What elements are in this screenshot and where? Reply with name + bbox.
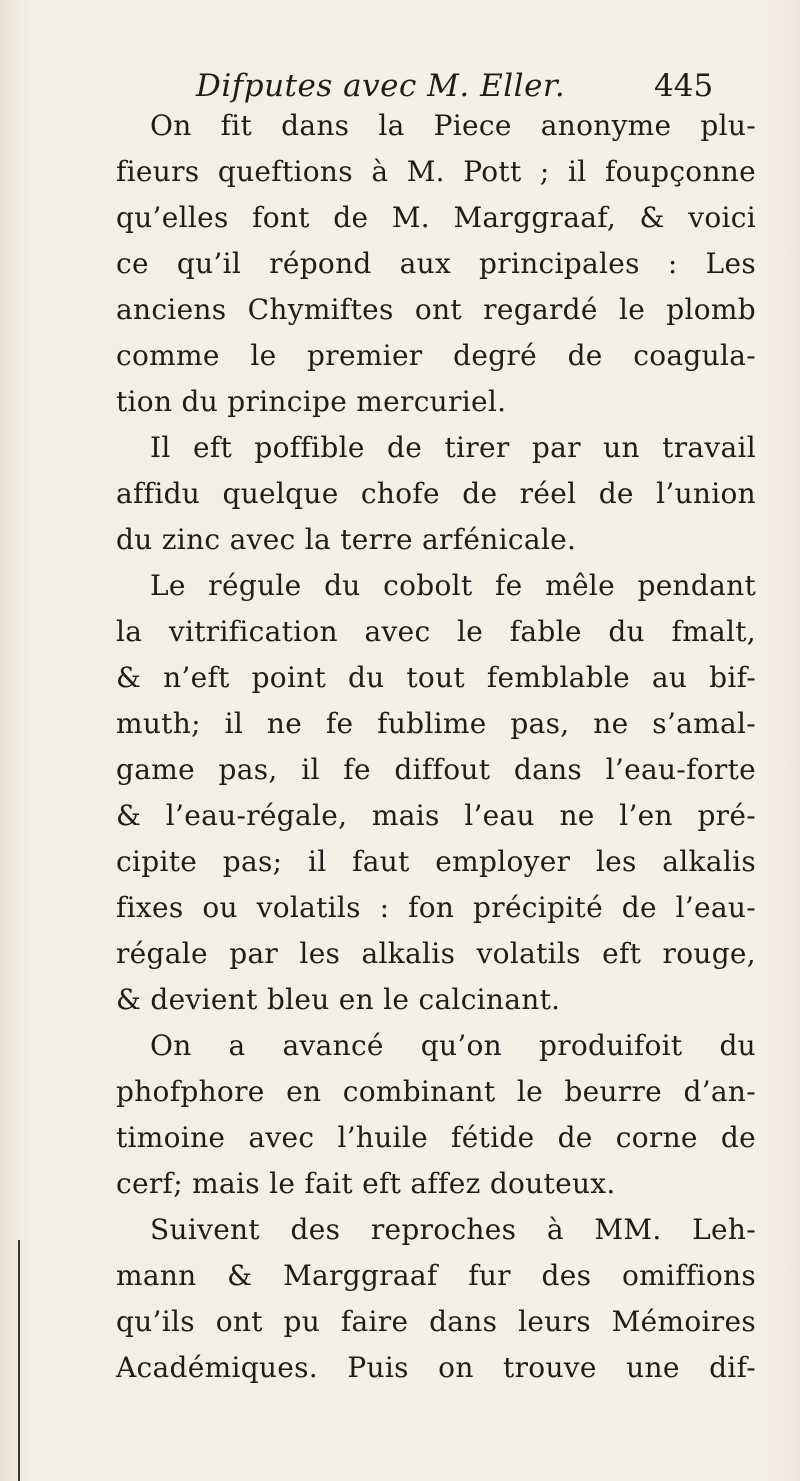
- text-line: qu’ils ont pu faire dans leurs Mémoires: [116, 1305, 756, 1338]
- gutter-edge: [18, 1240, 20, 1481]
- text-line: game pas, il fe diffout dans l’eau-forte: [116, 753, 756, 786]
- text-line: Il eft poffible de tirer par un travail: [150, 431, 756, 464]
- text-line: cipite pas; il faut employer les alkalis: [116, 845, 756, 878]
- text-line: On fit dans la Piece anonyme plu-: [150, 109, 756, 142]
- text-line: affidu quelque chofe de réel de l’union: [116, 477, 756, 510]
- text-line: comme le premier degré de coagula-: [116, 339, 756, 372]
- running-head-title: Difputes avec M. Eller.: [196, 68, 566, 104]
- text-line: régale par les alkalis volatils eft rouge,: [116, 937, 756, 970]
- text-line: phofphore en combinant le beurre d’an-: [116, 1075, 756, 1108]
- text-line: du zinc avec la terre arfénicale.: [116, 523, 577, 556]
- text-line: muth; il ne fe fublime pas, ne s’amal-: [116, 707, 756, 740]
- text-line: Le régule du cobolt fe mêle pendant: [150, 569, 756, 602]
- text-line: On a avancé qu’on produifoit du: [150, 1029, 756, 1062]
- text-line: & devient bleu en le calcinant.: [116, 983, 561, 1016]
- text-line: tion du principe mercuriel.: [116, 385, 507, 418]
- text-line: cerf; mais le fait eft affez douteux.: [116, 1167, 616, 1200]
- text-line: timoine avec l’huile fétide de corne de: [116, 1121, 756, 1154]
- text-line: & n’eft point du tout femblable au bif-: [116, 661, 756, 694]
- text-line: la vitrification avec le fable du fmalt,: [116, 615, 756, 648]
- text-line: ce qu’il répond aux principales : Les: [116, 247, 756, 280]
- text-line: anciens Chymiftes ont regardé le plomb: [116, 293, 756, 326]
- page-number: 445: [654, 68, 714, 104]
- text-line: fixes ou volatils : fon précipité de l’eau-: [116, 891, 756, 924]
- text-line: qu’elles font de M. Marggraaf, & voici: [116, 201, 756, 234]
- text-line: Suivent des reproches à MM. Leh-: [150, 1213, 756, 1246]
- text-line: mann & Marggraaf fur des omiffions: [116, 1259, 756, 1292]
- text-line: Académiques. Puis on trouve une dif-: [116, 1351, 756, 1384]
- text-line: fieurs queftions à M. Pott ; il foupçonne: [116, 155, 756, 188]
- text-line: & l’eau-régale, mais l’eau ne l’en pré-: [116, 799, 756, 832]
- body-text: [116, 103, 756, 1391]
